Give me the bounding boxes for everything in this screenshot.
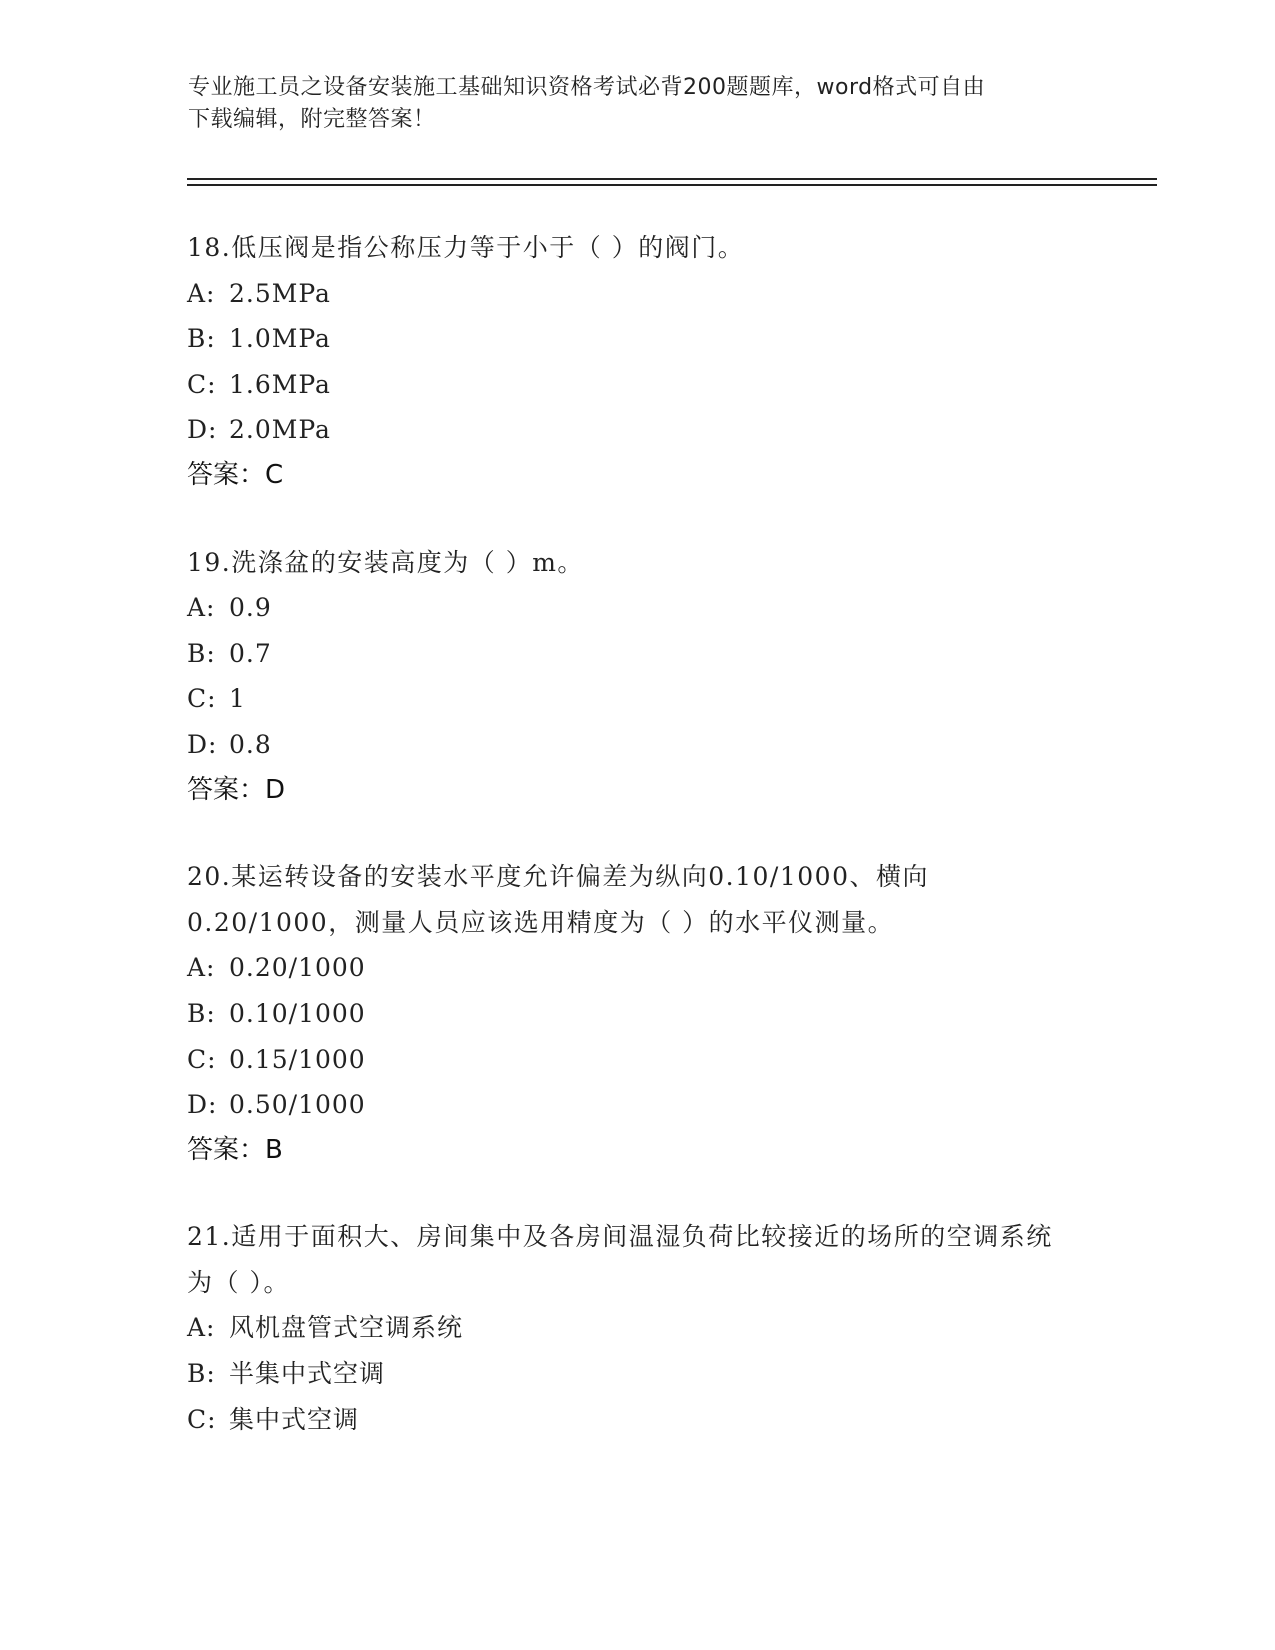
option-b [187,991,1087,1037]
answer-label: 答案：B [187,1134,283,1165]
option-text: 风机盘管式空调系统 [229,1313,464,1343]
option-text: 2.5MPa [229,278,331,308]
option-text: 2.0MPa [229,415,331,445]
option-c [187,1037,1087,1083]
question-stem: 18.低压阀是指公称压力等于小于（ ）的阀门。 [187,233,745,262]
question-stem: 21.适用于面积大、房间集中及各房间温湿负荷比较接近的场所的空调系统为（ ）。 [187,1222,1053,1297]
option-text: 0.50/1000 [229,1090,366,1120]
question-18 [187,225,1087,499]
header-divider-top [187,178,1157,180]
question-list [187,225,1087,1483]
header-divider-bottom [187,184,1157,186]
option-text: 集中式空调 [229,1404,360,1434]
option-text: 0.10/1000 [229,998,366,1028]
option-letter: D: [187,729,218,759]
option-text: 0.7 [229,638,272,668]
option-letter: C: [187,1404,217,1434]
question-stem: 20.某运转设备的安装水平度允许偏差为纵向0.10/1000、横向0.20/1000，测量人员应该选用精度为（ ）的水平仪测量。 [187,862,929,937]
option-letter: D: [187,415,218,445]
answer-label: 答案：C [187,459,284,490]
option-a [187,585,1087,631]
option-d [187,407,1087,453]
option-b [187,316,1087,362]
option-letter: A: [187,953,216,983]
option-text: 半集中式空调 [229,1359,386,1389]
option-letter: C: [187,369,217,399]
header-note [188,72,1088,136]
option-text: 0.15/1000 [229,1044,366,1074]
option-letter: D: [187,1090,218,1120]
option-text: 1 [229,684,246,714]
header-line-1: 专业施工员之设备安装施工基础知识资格考试必背200题题库，word格式可自由 [188,75,986,100]
option-a [187,271,1087,317]
option-letter: C: [187,684,217,714]
header-line-2: 下载编辑，附完整答案！ [188,107,436,132]
option-text: 0.9 [229,593,272,623]
option-text: 0.8 [229,729,272,759]
option-letter: B: [187,1359,216,1389]
option-a [187,1305,1087,1351]
answer-label: 答案：D [187,774,286,805]
option-b [187,1351,1087,1397]
question-stem: 19.洗涤盆的安装高度为（ ）m。 [187,547,584,577]
option-text: 1.6MPa [229,369,331,399]
option-d [187,722,1087,768]
option-letter: B: [187,998,216,1028]
question-21 [187,1214,1087,1442]
option-letter: C: [187,1044,217,1074]
option-c [187,676,1087,722]
option-letter: B: [187,324,216,354]
option-letter: A: [187,1313,216,1343]
option-letter: A: [187,278,216,308]
option-c [187,1397,1087,1443]
option-c [187,362,1087,408]
option-a [187,945,1087,991]
question-20 [187,854,1087,1173]
option-text: 0.20/1000 [229,953,366,983]
option-text: 1.0MPa [229,324,331,354]
option-b [187,631,1087,677]
option-letter: B: [187,638,216,668]
option-letter: A: [187,593,216,623]
option-d [187,1082,1087,1128]
question-19 [187,540,1087,814]
